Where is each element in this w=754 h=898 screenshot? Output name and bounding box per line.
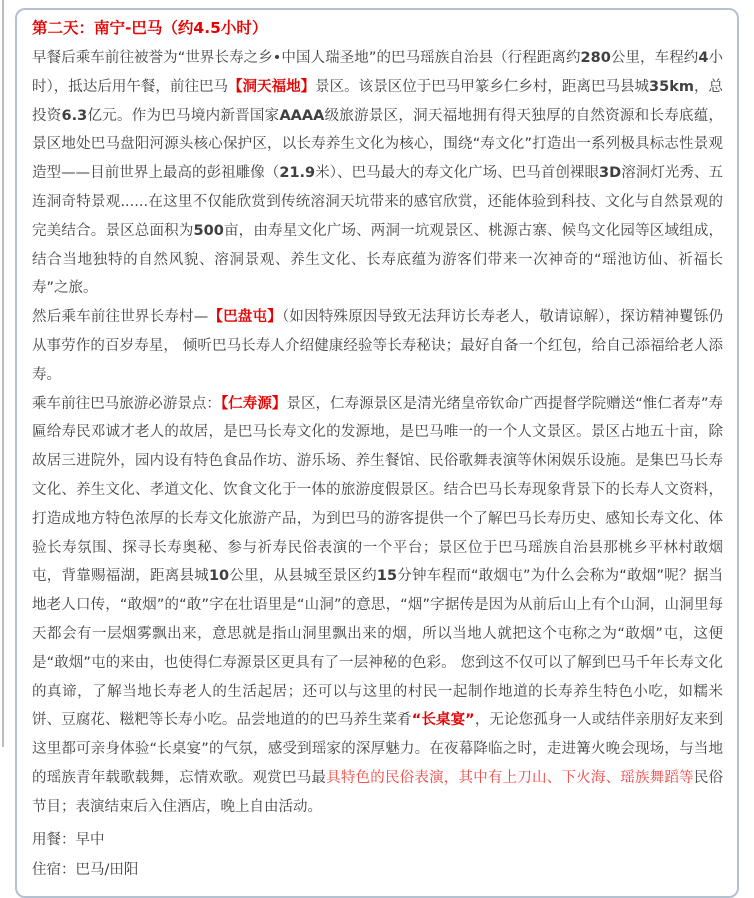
itinerary-day-card xyxy=(15,8,739,898)
body-text: 500 xyxy=(194,223,224,239)
page-left-edge xyxy=(2,0,4,747)
body-text: 280 xyxy=(581,50,611,66)
body-text: 小时），抵达后用午餐，前往巴马 xyxy=(32,50,723,95)
highlighted-text: 【洞天福地】 xyxy=(228,79,315,95)
body-text: （如因特殊原因导致无法拜访长寿老人，敬请谅解），探访精神矍铄仍从事劳作的百岁寿星， 倾听巴马长寿人介绍健康经验等长寿秘诀；最好自备一个红包，给自己添福给老人添寿。 xyxy=(32,309,723,383)
body-text: ，总投资 xyxy=(32,79,723,124)
body-text: 6.3 xyxy=(62,108,88,124)
meals-line xyxy=(32,828,723,852)
paragraph xyxy=(32,390,723,822)
meals-value: 早中 xyxy=(76,832,105,848)
highlighted-text: 【巴盘屯】 xyxy=(208,309,282,325)
lodging-value: 巴马/田阳 xyxy=(76,862,139,878)
body-text: 亿元。作为巴马境内新晋国家 xyxy=(87,108,279,124)
body-text: 15 xyxy=(377,568,397,584)
body-text: 10 xyxy=(209,568,229,584)
body-text: 米）、巴马最大的寿文化广场、巴马首创裸眼 xyxy=(315,165,599,181)
body-text: AAAA xyxy=(279,108,324,124)
meals-label: 用餐： xyxy=(32,832,76,848)
body-text: 公里，从县城至景区约 xyxy=(229,568,377,584)
body-text: 民俗节目；表演结束后入住酒店，晚上自由活动。 xyxy=(32,770,723,815)
body-text: 级旅游景区，洞天福地拥有得天独厚的自然资源和长寿底蕴，景区地处巴马盘阳河源头核心保护区，以长寿养生文化为核心，围绕“寿文化”打造出一系列极具标志性景观造型——目前世界上最高的彭祖雕像（ xyxy=(32,108,723,182)
itinerary-paragraphs xyxy=(32,44,723,822)
paragraph xyxy=(32,44,723,303)
highlighted-text: “长桌宴” xyxy=(412,712,475,728)
lodging-line xyxy=(32,858,723,882)
body-text: 早餐后乘车前往被誉为“世界长寿之乡•中国人瑞圣地”的巴马瑶族自治县（行程距离约 xyxy=(32,50,581,66)
body-text: ，无论您孤身一人或结伴亲朋好友来到这里都可亲身体验“长桌宴”的气氛，感受到瑶家的深厚魅力。在夜幕降临之时，走进篝火晚会现场，与当地的瑶族青年载歌载舞，忘情欢歌。观赏巴马最 xyxy=(32,712,723,786)
body-text: 景区，仁寿源景区是清光绪皇帝钦命广西提督学院赠送“惟仁者寿”寿匾给寿民邓诚才老人的故居，是巴马长寿文化的发源地，是巴马唯一的一个人文景区。景区占地五十亩，除故居三进院外，园内设有特色食品作坊、游乐场、养生餐馆、民俗歌舞表演等休闲娱乐设施。是集巴马长寿文化、养生文化、孝道文化、饮食文化于一体的旅游度假景区。结合巴马长寿现象背景下的长寿人文资料，打造成地方特色浓厚的长寿文化旅游产品，为到巴马的游客提供一个了解巴马长寿历史、感知长寿文化、体验长寿氛围、探寻长寿奥秘、参与祈寿民俗表演的一个平台；景区位于巴马瑶族自治县那桃乡平林村敢烟屯，背靠赐福湖，距离县城 xyxy=(32,396,723,585)
body-text: 公里，车程约 xyxy=(611,50,699,66)
body-text: 3D xyxy=(599,165,621,181)
body-text: 分钟车程而“敢烟屯”为什么会称为“敢烟”呢？据当地老人口传，“敢烟”的“敢”字在壮语里是“山洞”的意思，“烟”字据传是因为从前后山上有个山洞，山洞里每天都会有一层烟雾飘出来，意思就是指山洞里飘出来的烟，所以当地人就把这个屯称之为“敢烟”屯，这便是“敢烟”屯的来由，也使得仁寿源景区更具有了一层神秘的色彩。 您到这不仅可以了解到巴马千年长寿文化的真谛，了解当地长寿老人的生活起居；还可以与这里的村民一起制作地道的长寿养生特色小吃，如糯米饼、豆腐花、糍粑等长寿小吃。品尝地道的的巴马养生菜肴 xyxy=(32,568,723,728)
highlighted-text: 具特色的民俗表演，其中有上刀山、下火海、瑶族舞蹈等 xyxy=(326,770,694,786)
body-text: 乘车前往巴马旅游必游景点： xyxy=(32,396,221,412)
body-text: 亩，由寿星文化广场、两洞一坑观景区、桃源古寨、候鸟文化园等区域组成，结合当地独特的自然风貌、溶洞景观、养生文化、长寿底蕴为游客们带来一次神奇的“瑶池访仙、祈福长寿”之旅。 xyxy=(32,223,723,297)
body-text: 景区。该景区位于巴马甲篆乡仁乡村，距离巴马县城 xyxy=(315,79,649,95)
body-text: 4 xyxy=(698,50,708,66)
body-text: 然后乘车前往世界长寿村— xyxy=(32,309,208,325)
body-text: 21.9 xyxy=(279,165,315,181)
body-text: 35km xyxy=(649,79,694,95)
day-title: 第二天：南宁-巴马（约4.5小时） xyxy=(32,15,723,41)
highlighted-text: 【仁寿源】 xyxy=(221,396,286,412)
paragraph xyxy=(32,303,723,389)
body-text: 溶洞灯光秀、五连洞奇特景观......在这里不仅能欣赏到传统溶洞天坑带来的感官欣赏，还能体验到科技、文化与自然景观的完美结合。景区总面积为 xyxy=(32,165,723,239)
lodging-label: 住宿： xyxy=(32,862,76,878)
